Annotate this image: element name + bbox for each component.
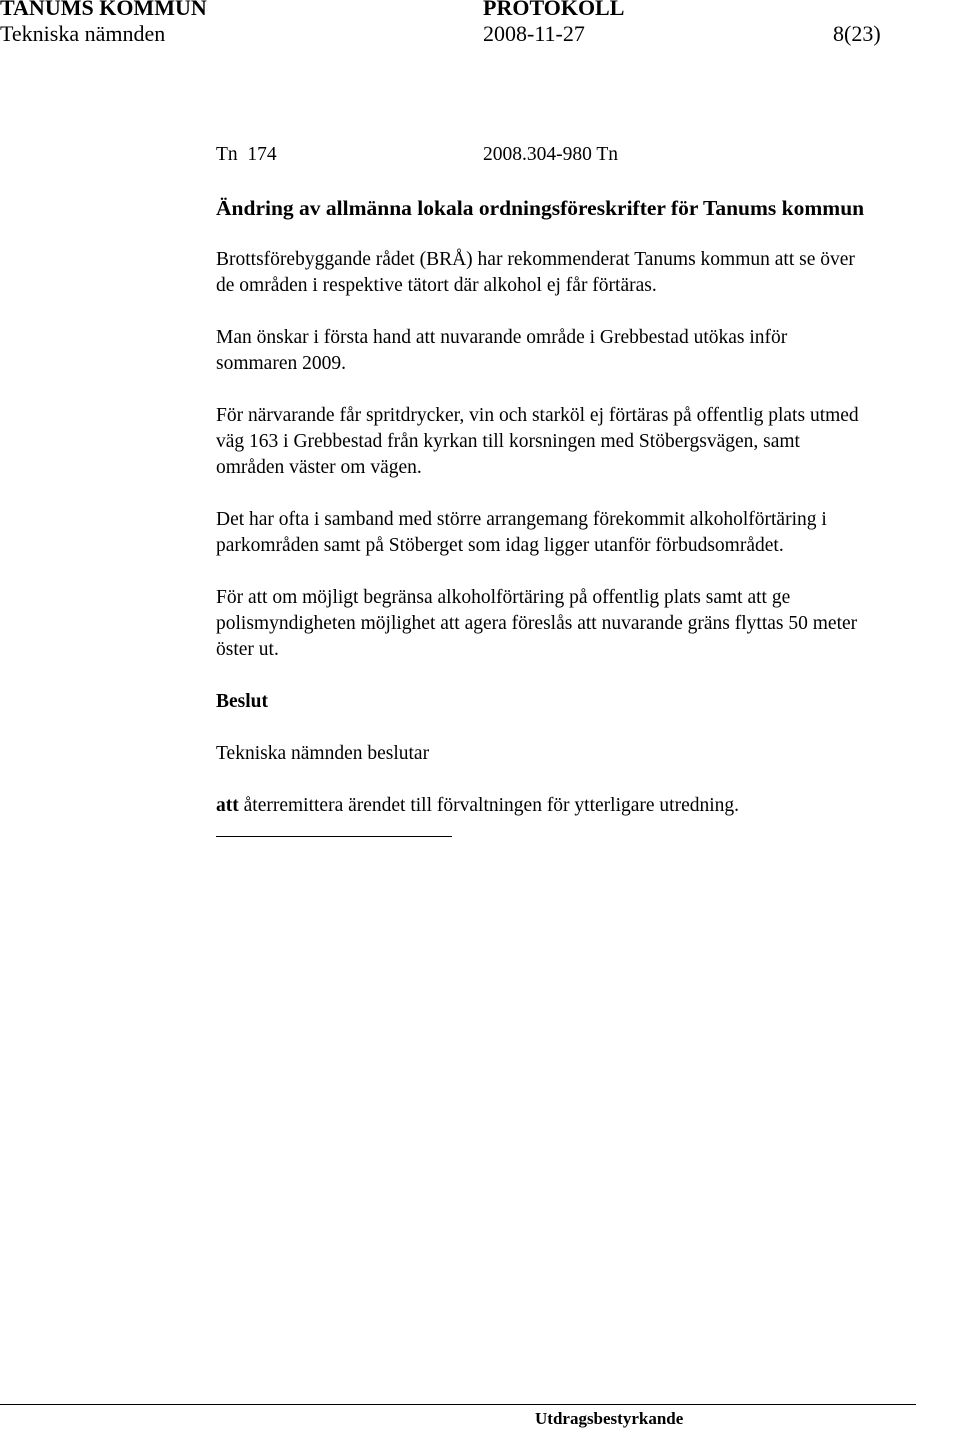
paragraph-line: parkområden samt på Stöberget som idag ligger utanför förbudsområdet. bbox=[216, 535, 784, 556]
paragraph-number: Tn 174 bbox=[216, 144, 277, 165]
footer-label: Utdragsbestyrkande bbox=[535, 1409, 684, 1428]
page-title: Ändring av allmänna lokala ordningsföreskrifter för Tanums kommun bbox=[216, 196, 865, 220]
decision-intro: Tekniska nämnden beslutar bbox=[216, 743, 430, 764]
paragraph-2 bbox=[216, 325, 960, 377]
meeting-date: 2008-11-27 bbox=[483, 21, 585, 46]
case-number: 2008.304-980 Tn bbox=[483, 144, 619, 165]
paragraph-line: Det har ofta i samband med större arrangemang förekommit alkoholförtäring i bbox=[216, 509, 827, 530]
decision-statement bbox=[216, 793, 739, 819]
paragraph-3 bbox=[216, 403, 960, 481]
committee-name: Tekniska nämnden bbox=[0, 21, 166, 46]
paragraph-line: Man önskar i första hand att nuvarande område i Grebbestad utökas inför bbox=[216, 327, 788, 348]
paragraph-line: de områden i respektive tätort där alkohol ej får förtäras. bbox=[216, 275, 657, 296]
organization-name: TANUMS KOMMUN bbox=[0, 0, 207, 20]
paragraph-4 bbox=[216, 507, 960, 559]
paragraph-line: Brottsförebyggande rådet (BRÅ) har rekommenderat Tanums kommun att se över bbox=[216, 249, 855, 270]
paragraph-line: För närvarande får spritdrycker, vin och starköl ej förtäras på offentlig plats utmed bbox=[216, 405, 859, 426]
paragraph-line: För att om möjligt begränsa alkoholförtäring på offentlig plats samt att ge bbox=[216, 587, 791, 608]
end-of-section-rule bbox=[216, 836, 452, 837]
paragraph-line: väg 163 i Grebbestad från kyrkan till korsningen med Stöbergsvägen, samt bbox=[216, 431, 800, 452]
paragraph-line: polismyndigheten möjlighet att agera föreslås att nuvarande gräns flyttas 50 meter bbox=[216, 613, 858, 634]
att-keyword: att bbox=[216, 795, 239, 816]
document-type: PROTOKOLL bbox=[483, 0, 625, 20]
paragraph-line: sommaren 2009. bbox=[216, 353, 346, 374]
paragraph-1 bbox=[216, 247, 960, 299]
paragraph-line: områden väster om vägen. bbox=[216, 457, 422, 478]
paragraph-line: öster ut. bbox=[216, 639, 279, 660]
footer-rule bbox=[0, 1404, 916, 1405]
decision-heading: Beslut bbox=[216, 691, 269, 712]
paragraph-5 bbox=[216, 585, 960, 663]
decision-text: återremittera ärendet till förvaltningen för ytterligare utredning. bbox=[238, 795, 740, 816]
page-number: 8(23) bbox=[833, 21, 881, 46]
